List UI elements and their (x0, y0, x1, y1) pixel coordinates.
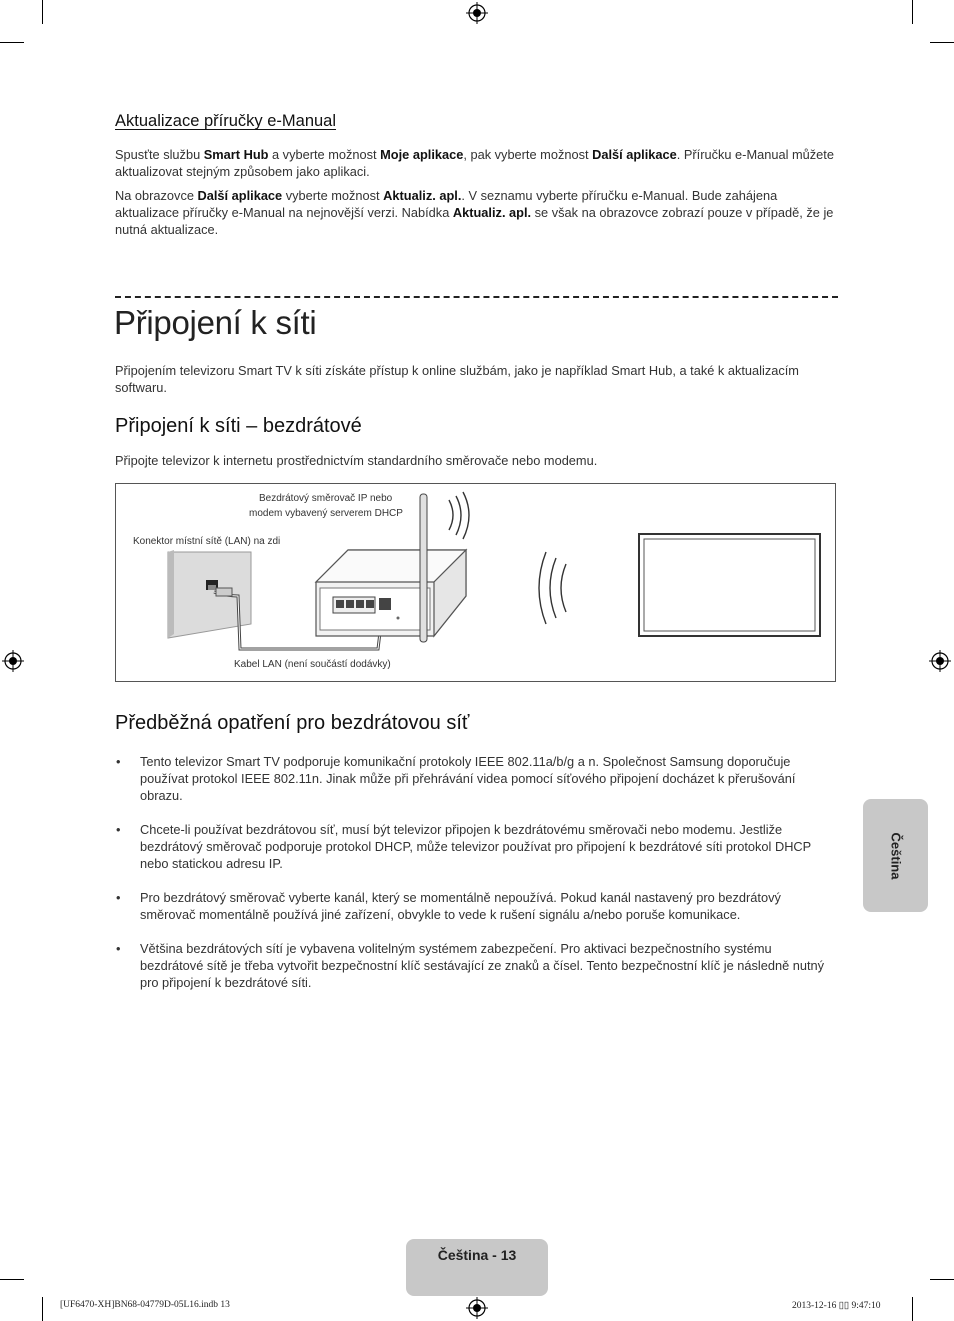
network-diagram (115, 483, 836, 682)
crop-mark (912, 0, 913, 24)
crop-mark (912, 1297, 913, 1321)
router-icon (316, 494, 466, 642)
list-item: • Většina bezdrátových sítí je vybavena volitelným systémem zabezpečení. Pro aktivaci bezpečnostního systému bezdrátové sítě je třeba vytvořit bezpečnostní klíč sestávající ze znaků a čísel. Tento bezpečnostní klíč je následně nutný pro připojení k bezdrátové síti. (115, 940, 837, 991)
crop-mark (0, 1279, 24, 1280)
intro-text: Připojením televizoru Smart TV k síti získáte přístup k online službám, jako je například Smart Hub, a také k aktualizacím softwaru. (115, 363, 799, 395)
crop-mark (930, 1279, 954, 1280)
registration-mark-icon (2, 650, 24, 672)
page-number-tab (406, 1239, 548, 1296)
tv-icon (639, 534, 820, 636)
crop-mark (0, 42, 24, 43)
registration-mark-icon (466, 1297, 488, 1319)
crop-mark (42, 1297, 43, 1321)
page-title: Připojení k síti (114, 304, 317, 341)
language-side-tab (863, 799, 928, 912)
update-heading: Aktualizace příručky e-Manual (115, 112, 337, 130)
footer-timestamp: 2013-12-16 ▯▯ 9:47:10 (792, 1301, 881, 1311)
wall-connector-label: Konektor místní sítě (LAN) na zdi (133, 536, 281, 547)
wireless-text: Připojte televizor k internetu prostřednictvím standardního směrovače nebo modemu. (115, 453, 598, 468)
router-label-line-2: modem vybavený serverem DHCP (249, 508, 403, 519)
cable-label: Kabel LAN (není součástí dodávky) (234, 659, 391, 670)
crop-mark (42, 0, 43, 24)
tv-wifi-signal-icon (539, 552, 566, 624)
router-label-line-1: Bezdrátový směrovač IP nebo (259, 493, 393, 504)
list-item: • Tento televizor Smart TV podporuje komunikační protokoly IEEE 802.11a/b/g a n. Společnost Samsung doporučuje používat protokol IEEE 802.11n. Jinak může při přehrávání videa pomocí síťového připojení docházet k přerušování obrazu. (115, 753, 837, 804)
update-paragraph-2: Na obrazovce Další aplikace vyberte možnost Aktualiz. apl.. V seznamu vyberte příručku e-Manual. Bude zahájena aktualizace příručky e-Manual na nejnovější verzi. Nabídka Aktualiz. apl. se však na obrazovce zobrazí pouze v případě, že je nutná aktualizace. (115, 188, 834, 237)
list-item: • Pro bezdrátový směrovač vyberte kanál, který se momentálně nepoužívá. Pokud kanál nastavený pro bezdrátový směrovač momentálně používá jiné zařízení, obvykle to vede k rušení signálu a/nebo poruše komunikace. (115, 889, 837, 923)
footer-file-info: [UF6470-XH]BN68-04779D-05L16.indb 13 (60, 1300, 230, 1310)
registration-mark-icon (929, 650, 951, 672)
section-divider (115, 296, 838, 298)
router-wifi-signal-icon (449, 492, 469, 539)
precautions-list (115, 753, 837, 1008)
list-item: • Chcete-li používat bezdrátovou síť, musí být televizor připojen k bezdrátovému směrovači nebo modemu. Jestliže bezdrátový směrovač podporuje protokol DHCP, může televizor používat pro připojení k bezdrátové síti protokol DHCP nebo statickou adresu IP. (115, 821, 837, 872)
side-tab-label: Čeština (888, 832, 903, 879)
page-number: Čeština - 13 (437, 1247, 517, 1263)
crop-mark (930, 42, 954, 43)
precautions-heading: Předběžná opatření pro bezdrátovou síť (115, 712, 470, 734)
update-paragraph-1: Spusťte službu Smart Hub a vyberte možnost Moje aplikace, pak vyberte možnost Další aplikace. Příručku e-Manual můžete aktualizovat stejným způsobem jako aplikaci. (115, 147, 834, 179)
diagram-drawing (116, 484, 835, 681)
wireless-heading: Připojení k síti – bezdrátové (115, 415, 362, 437)
registration-mark-icon (466, 2, 488, 24)
